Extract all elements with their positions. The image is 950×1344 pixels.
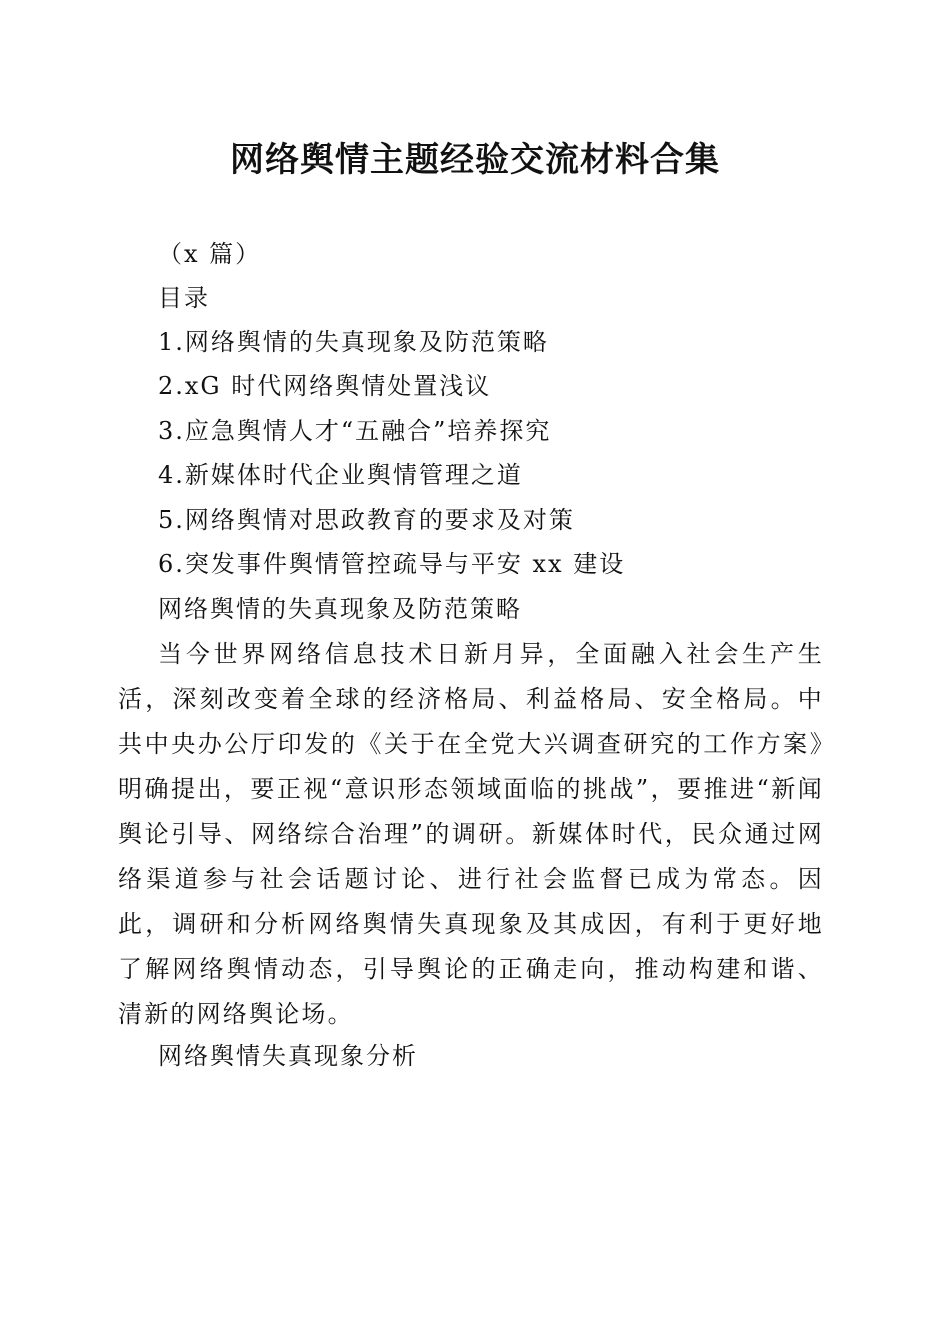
toc-item-2: 2.xG 时代网络舆情处置浅议 — [158, 372, 492, 400]
toc-item-6: 6.突发事件舆情管控疏导与平安 xx 建设 — [158, 550, 626, 578]
section-heading: 网络舆情失真现象分析 — [158, 1042, 418, 1070]
article-title: 网络舆情的失真现象及防范策略 — [158, 595, 522, 623]
toc-item-5: 5.网络舆情对思政教育的要求及对策 — [158, 506, 575, 534]
toc-item-4: 4.新媒体时代企业舆情管理之道 — [158, 461, 523, 489]
count-note: （x 篇） — [158, 240, 262, 268]
toc-item-3: 3.应急舆情人才“五融合”培养探究 — [158, 417, 552, 445]
toc-item-1: 1.网络舆情的失真现象及防范策略 — [158, 328, 549, 356]
toc-heading: 目录 — [158, 284, 210, 312]
body-paragraph: 当今世界网络信息技术日新月异，全面融入社会生产生活，深刻改变着全球的经济格局、利益格局、安全格局。中共中央办公厅印发的《关于在全党大兴调查研究的工作方案》明确提出，要正视“意识形态领域面临的挑战”，要推进“新闻舆论引导、网络综合治理”的调研。新媒体时代，民众通过网络渠道参与社会话题讨论、进行社会监督已成为常态。因此，调研和分析网络舆情失真现象及其成因，有利于更好地了解网络舆情动态，引导舆论的正确走向，推动构建和谐、清新的网络舆论场。 — [118, 640, 824, 1028]
document-title: 网络舆情主题经验交流材料合集 — [230, 140, 720, 180]
